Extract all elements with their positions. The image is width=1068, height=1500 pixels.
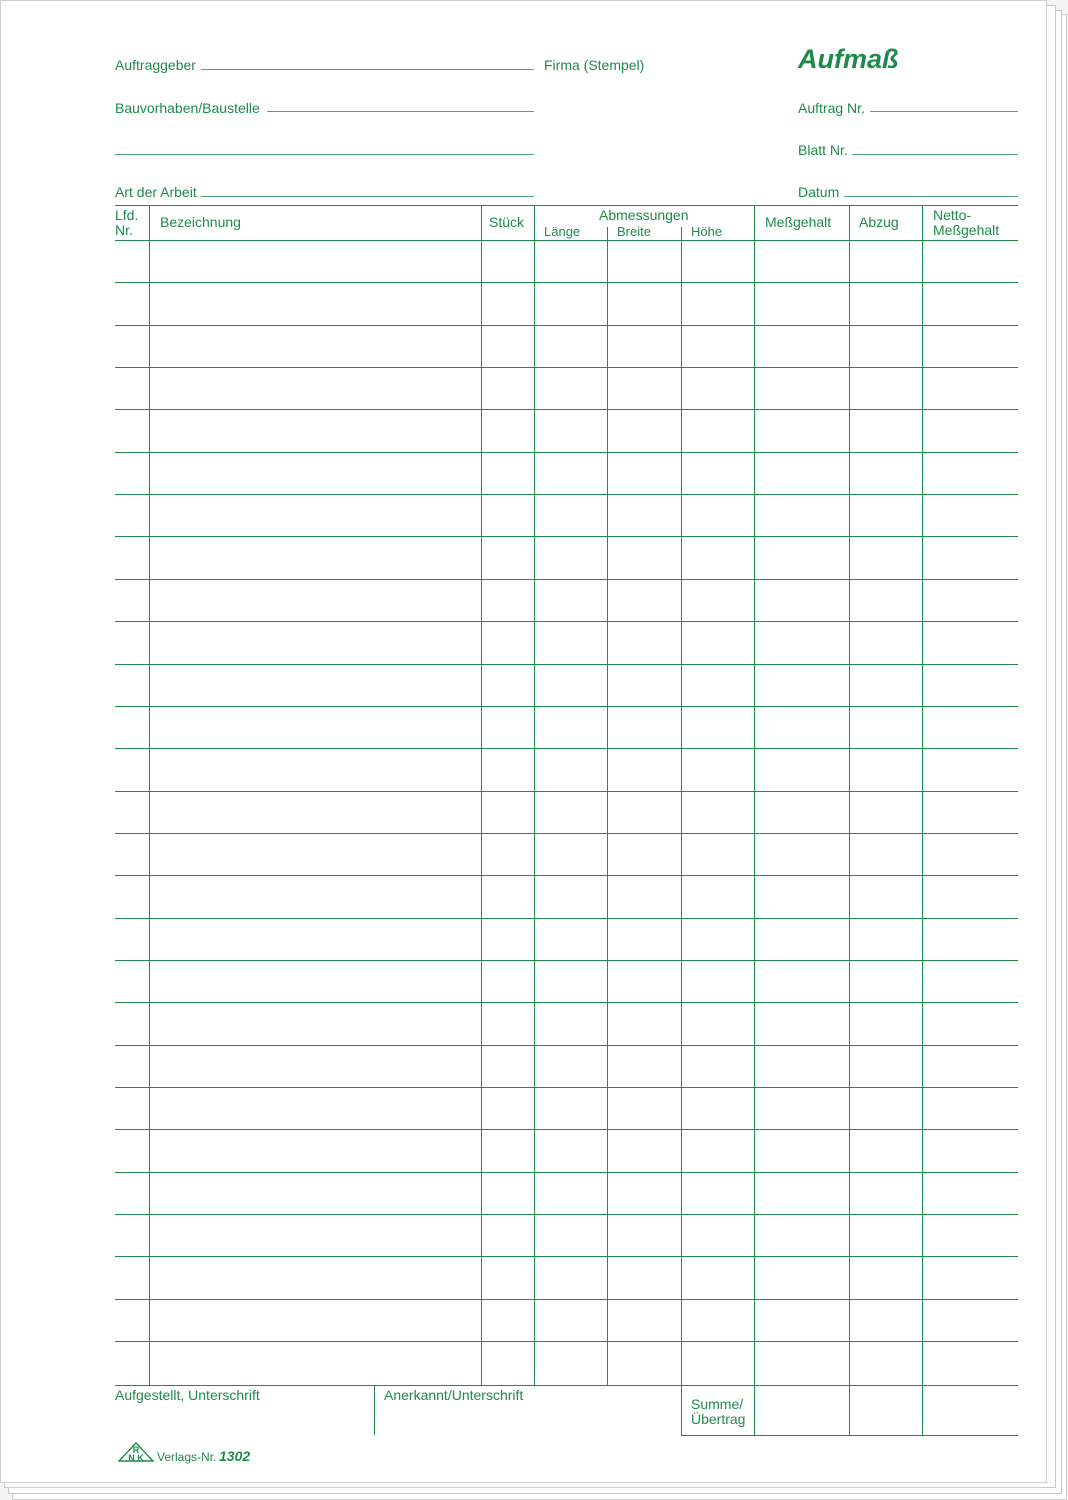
- aufgestellt-signature-area[interactable]: [115, 1406, 373, 1434]
- art-der-arbeit-label: Art der Arbeit: [115, 184, 197, 200]
- summe-bottom-line: [681, 1435, 1018, 1436]
- col-divider-laenge: [607, 240, 608, 1385]
- table-row[interactable]: [115, 791, 1018, 833]
- col-divider-abzug: [922, 205, 923, 1435]
- table-row-line: [115, 1341, 1018, 1342]
- table-row[interactable]: [115, 918, 1018, 960]
- col-header-lfd-nr: [115, 208, 138, 238]
- col-divider-messgehalt: [849, 205, 850, 1435]
- anerkannt-signature-area[interactable]: [377, 1406, 677, 1434]
- col-divider-abmessungen: [754, 205, 755, 1435]
- table-row[interactable]: [115, 1172, 1018, 1214]
- table-row[interactable]: [115, 1299, 1018, 1341]
- col-header-abzug: Abzug: [859, 214, 899, 230]
- svg-text:N K: N K: [128, 1453, 144, 1463]
- col-header-abmessungen: Abmessungen: [599, 207, 689, 223]
- anerkannt-unterschrift-label: Anerkannt/Unterschrift: [384, 1387, 524, 1403]
- table-row[interactable]: [115, 494, 1018, 536]
- table-row[interactable]: [115, 706, 1018, 748]
- table-row[interactable]: [115, 282, 1018, 324]
- table-row[interactable]: [115, 240, 1018, 282]
- verlags-nr-label: Verlags-Nr.: [157, 1450, 217, 1464]
- art-der-arbeit-line: [201, 196, 534, 197]
- table-row[interactable]: [115, 960, 1018, 1002]
- table-top-line: [115, 205, 1018, 206]
- col-divider-bezeichnung: [481, 205, 482, 1385]
- bauvorhaben-extra-line[interactable]: [115, 154, 534, 155]
- auftrag-nr-label: Auftrag Nr.: [798, 100, 865, 116]
- table-row[interactable]: [115, 1129, 1018, 1171]
- bauvorhaben-line: [267, 111, 534, 112]
- table-row[interactable]: [115, 621, 1018, 663]
- col-header-netto-line2: Meßgehalt: [933, 222, 1000, 238]
- summe-line1: Summe/: [691, 1396, 744, 1412]
- subcol-tick-laenge: [607, 227, 608, 240]
- col-header-bezeichnung: Bezeichnung: [160, 214, 241, 230]
- table-row[interactable]: [115, 1087, 1018, 1129]
- table-row[interactable]: [115, 325, 1018, 367]
- datum-line: [844, 196, 1018, 197]
- table-row[interactable]: [115, 1256, 1018, 1298]
- svg-text:R: R: [132, 1445, 140, 1455]
- table-row[interactable]: [115, 579, 1018, 621]
- col-divider-lfd: [149, 205, 150, 1385]
- table-row[interactable]: [115, 409, 1018, 451]
- table-row[interactable]: [115, 1002, 1018, 1044]
- firma-stempel-label: Firma (Stempel): [544, 57, 645, 73]
- footer-signature-divider: [374, 1385, 375, 1435]
- col-divider-stueck: [534, 205, 535, 1385]
- summe-line2: Übertrag: [691, 1411, 746, 1427]
- col-header-lfd-line2: Nr.: [115, 222, 133, 238]
- blatt-nr-label: Blatt Nr.: [798, 142, 848, 158]
- table-row[interactable]: [115, 748, 1018, 790]
- col-header-netto-messgehalt: [933, 208, 999, 238]
- auftraggeber-label: Auftraggeber: [115, 57, 196, 73]
- col-header-stueck: Stück: [489, 214, 525, 230]
- col-header-laenge: Länge: [544, 224, 581, 239]
- aufgestellt-unterschrift-label: Aufgestellt, Unterschrift: [115, 1387, 260, 1403]
- bauvorhaben-label: Bauvorhaben/Baustelle: [115, 100, 260, 116]
- col-header-messgehalt: Meßgehalt: [765, 214, 832, 230]
- table-row[interactable]: [115, 1045, 1018, 1087]
- verlags-nr-value: 1302: [219, 1448, 251, 1464]
- table-bottom-line: [115, 1385, 1018, 1386]
- col-header-breite: Breite: [617, 224, 651, 239]
- rnk-logo-icon: [117, 1441, 157, 1463]
- table-row[interactable]: [115, 664, 1018, 706]
- table-row[interactable]: [115, 833, 1018, 875]
- datum-label: Datum: [798, 184, 840, 200]
- col-header-netto-line1: Netto-: [933, 207, 972, 223]
- table-row[interactable]: [115, 536, 1018, 578]
- form-title: Aufmaß: [798, 44, 899, 74]
- blatt-nr-line: [852, 154, 1018, 155]
- col-header-hoehe: Höhe: [691, 224, 723, 239]
- col-divider-breite: [681, 240, 682, 1435]
- table-row[interactable]: [115, 875, 1018, 917]
- auftrag-nr-line: [870, 111, 1018, 112]
- table-row[interactable]: [115, 367, 1018, 409]
- subcol-tick-breite: [681, 227, 682, 240]
- auftraggeber-line: [201, 69, 534, 70]
- col-header-lfd-line1: Lfd.: [115, 207, 139, 223]
- table-row[interactable]: [115, 1214, 1018, 1256]
- summe-uebertrag-label: [691, 1397, 745, 1427]
- table-row[interactable]: [115, 452, 1018, 494]
